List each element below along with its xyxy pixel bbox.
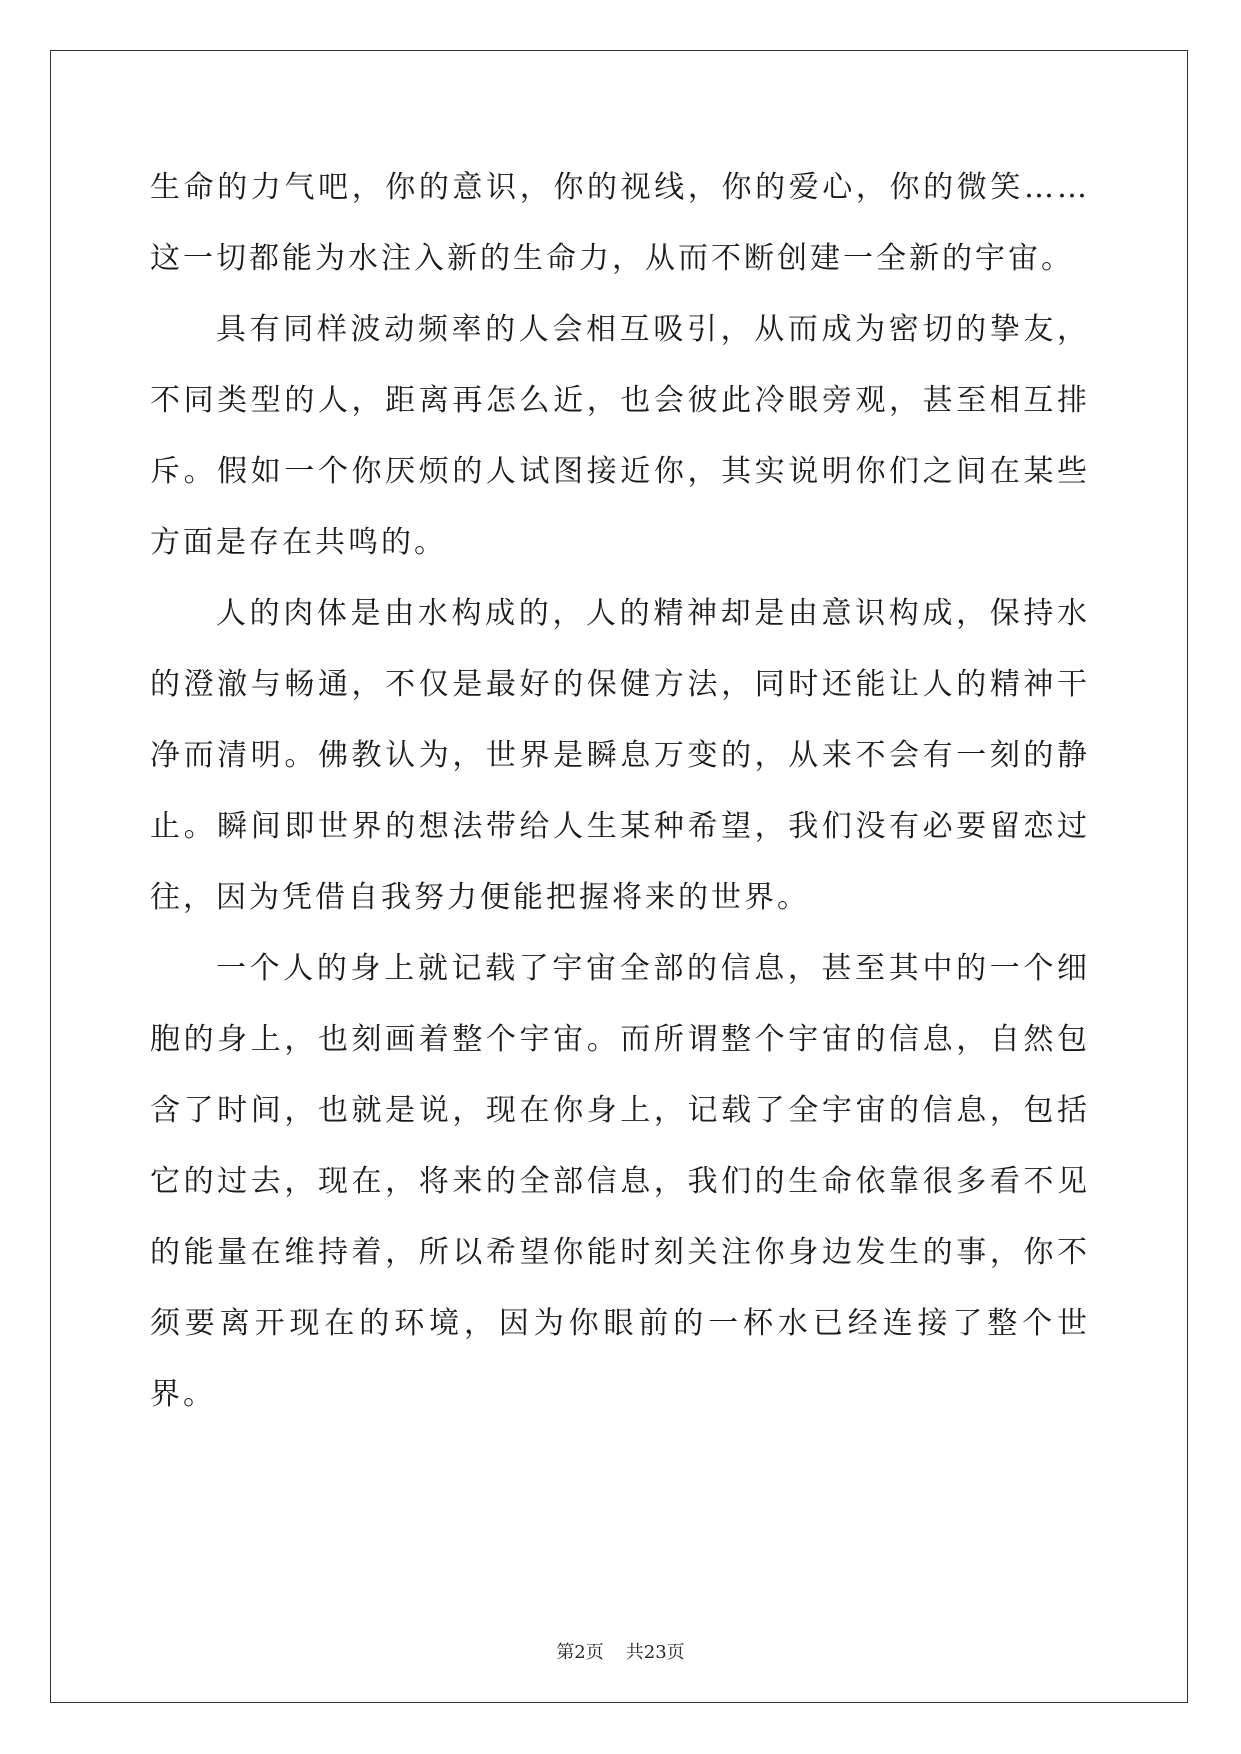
paragraph-2: 具有同样波动频率的人会相互吸引，从而成为密切的挚友，不同类型的人，距离再怎么近，也会彼此冷眼旁观，甚至相互排斥。假如一个你厌烦的人试图接近你，其实说明你们之间在某些方面是存在共鸣的。: [150, 312, 1090, 560]
page-footer: [0, 1638, 1241, 1664]
document-body: [150, 152, 1090, 1430]
paragraph-3: 人的肉体是由水构成的，人的精神却是由意识构成，保持水的澄澈与畅通，不仅是最好的保健方法，同时还能让人的精神干净而清明。佛教认为，世界是瞬息万变的，从来不会有一刻的静止。瞬间即世界的想法带给人生某种希望，我们没有必要留恋过往，因为凭借自我努力便能把握将来的世界。: [150, 596, 1090, 915]
total-pages-label: 共23页: [625, 1642, 685, 1663]
current-page-label: 第2页: [556, 1642, 604, 1663]
paragraph-4: 一个人的身上就记载了宇宙全部的信息，甚至其中的一个细胞的身上，也刻画着整个宇宙。而所谓整个宇宙的信息，自然包含了时间，也就是说，现在你身上，记载了全宇宙的信息，包括它的过去，现在，将来的全部信息，我们的生命依靠很多看不见的能量在维持着，所以希望你能时刻关注你身边发生的事，你不须要离开现在的环境，因为你眼前的一杯水已经连接了整个世界。: [150, 951, 1090, 1412]
paragraph-1: 生命的力气吧，你的意识，你的视线，你的爱心，你的微笑……这一切都能为水注入新的生命力，从而不断创建一全新的宇宙。: [150, 170, 1090, 276]
